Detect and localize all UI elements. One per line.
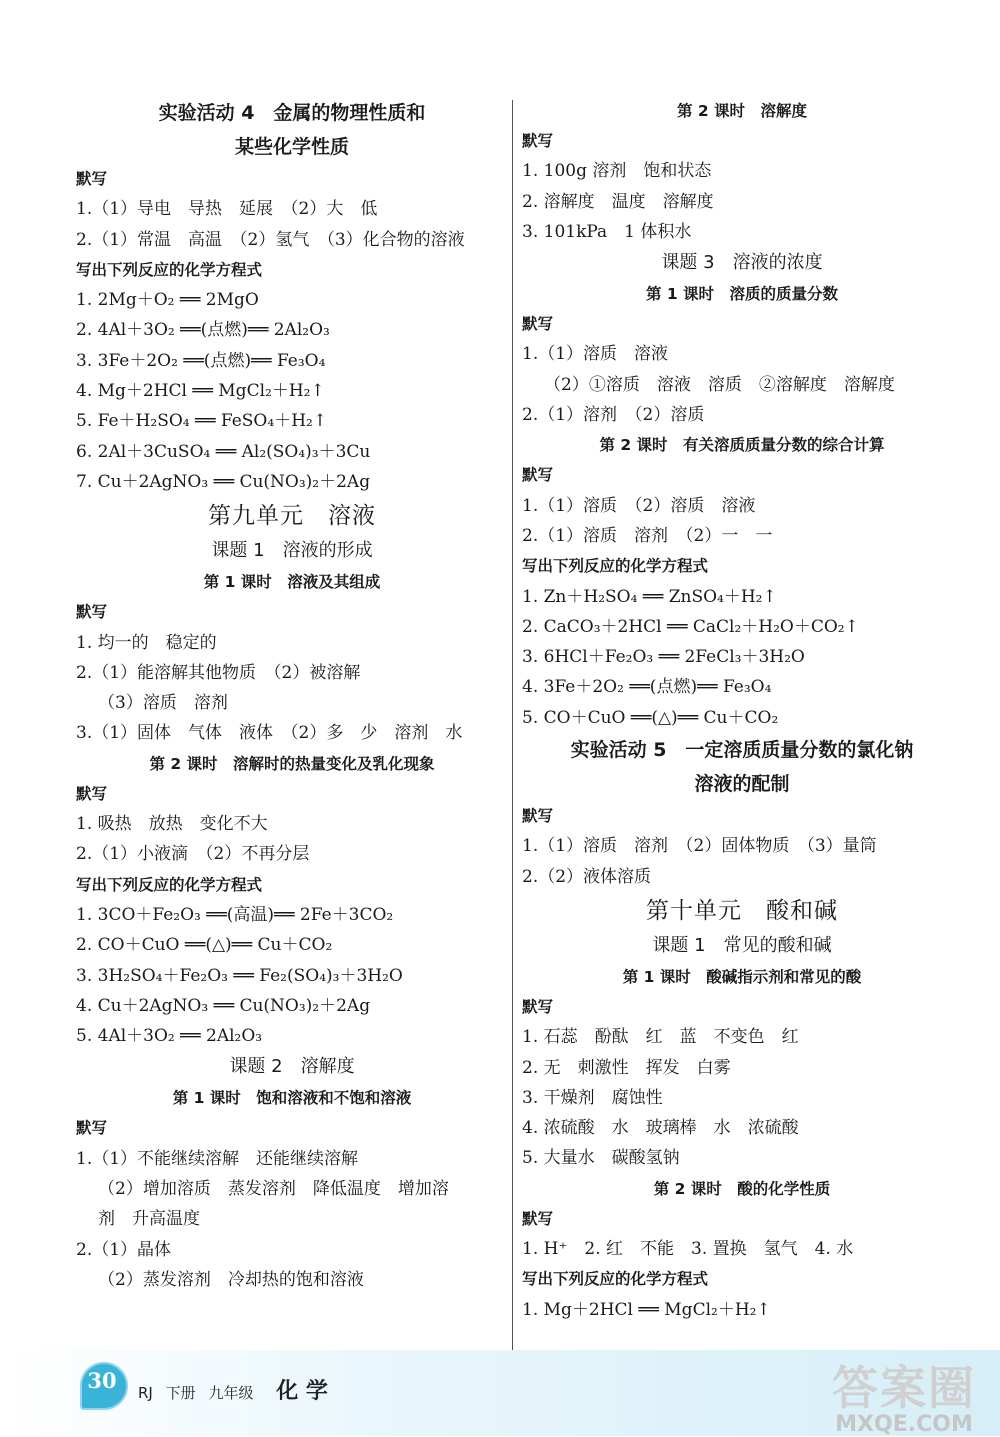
line-row: 1.（1）溶质 溶剂 （2）固体物质 （3）量筒: [522, 836, 877, 857]
line-row: 1.（1）不能继续溶解 还能继续溶解: [76, 1148, 359, 1169]
label-row: 默写: [76, 1119, 108, 1138]
indent-row: （2）①溶质 溶液 溶质 ②溶解度 溶解度: [544, 374, 895, 395]
line-row: 1.（1）溶质 （2）溶质 溶液: [522, 495, 756, 516]
session-row: 第 2 课时 有关溶质质量分数的综合计算: [599, 436, 885, 455]
label-row: 默写: [76, 170, 108, 188]
line-row: 4. Mg＋2HCl ══ MgCl₂＋H₂↑: [76, 381, 325, 402]
label-row: 写出下列反应的化学方程式: [522, 557, 709, 576]
page-number: 30: [87, 1368, 117, 1393]
line-row: 2.（1）溶质 溶剂 （2）一 一: [522, 525, 773, 546]
indent-row: 剂 升高温度: [98, 1209, 200, 1230]
line-row: 4. Cu＋2AgNO₃ ══ Cu(NO₃)₂＋2Ag: [76, 995, 371, 1016]
line-row: 2.（1）常温 高温 （2）氢气 （3）化合物的溶液: [76, 229, 465, 250]
line-row: 1. Zn＋H₂SO₄ ══ ZnSO₄＋H₂↑: [522, 586, 777, 607]
line-row: 2.（1）能溶解其他物质 （2）被溶解: [76, 662, 361, 683]
footer-volume: 下册: [165, 1384, 196, 1402]
footer-edition: RJ: [138, 1384, 153, 1402]
line-row: 5. 大量水 碳酸氢钠: [522, 1148, 680, 1169]
line-row: 2. 4Al＋3O₂ ══(点燃)══ 2Al₂O₃: [76, 320, 330, 341]
column-divider: [512, 100, 513, 1350]
line-row: 2. 无 刺激性 挥发 白雾: [522, 1057, 731, 1078]
session-row: 第 2 课时 溶解时的热量变化及乳化现象: [149, 754, 435, 773]
session-row: 第 2 课时 酸的化学性质: [653, 1179, 831, 1198]
unit-row: 第九单元 溶液: [208, 503, 376, 530]
line-row: 1. 100g 溶剂 饱和状态: [522, 161, 712, 182]
line-row: 5. 4Al＋3O₂ ══ 2Al₂O₃: [76, 1026, 263, 1047]
title-row: 溶液的配制: [694, 773, 790, 796]
title-row: 某些化学性质: [234, 136, 349, 158]
line-row: 1.（1）导电 导热 延展 （2）大 低: [76, 199, 378, 220]
line-row: 1.（1）溶质 溶液: [522, 344, 669, 365]
label-row: 默写: [522, 132, 554, 150]
title-row: 实验活动 4 金属的物理性质和: [158, 102, 426, 124]
unit-row: 第十单元 酸和碱: [646, 897, 838, 924]
line-row: 4. 3Fe＋2O₂ ══(点燃)══ Fe₃O₄: [522, 677, 772, 698]
label-row: 默写: [76, 603, 108, 622]
line-row: 7. Cu＋2AgNO₃ ══ Cu(NO₃)₂＋2Ag: [76, 471, 371, 492]
line-row: 3. 3Fe＋2O₂ ══(点燃)══ Fe₃O₄: [76, 350, 326, 371]
session-row: 第 1 课时 饱和溶液和不饱和溶液: [172, 1089, 412, 1108]
line-row: 4. 浓硫酸 水 玻璃棒 水 浓硫酸: [522, 1118, 799, 1139]
indent-row: （2）增加溶质 蒸发溶剂 降低温度 增加溶: [98, 1179, 449, 1200]
line-row: 2.（1）晶体: [76, 1239, 172, 1260]
label-row: 默写: [522, 807, 554, 826]
line-row: 3. 101kPa 1 体积水: [522, 221, 692, 242]
line-row: 3.（1）固体 气体 液体 （2）多 少 溶剂 水: [76, 723, 463, 744]
line-row: 2. CaCO₃＋2HCl ══ CaCl₂＋H₂O＋CO₂↑: [522, 616, 859, 637]
line-row: 5. CO＋CuO ══(△)══ Cu＋CO₂: [522, 707, 779, 728]
line-row: 1. Mg＋2HCl ══ MgCl₂＋H₂↑: [522, 1299, 771, 1320]
line-row: 1. 吸热 放热 变化不大: [76, 814, 268, 835]
watermark: [832, 1352, 976, 1437]
left-column: [76, 96, 508, 1295]
session-row: 第 1 课时 酸碱指示剂和常见的酸: [622, 967, 862, 986]
line-row: 1. 2Mg＋O₂ ══ 2MgO: [76, 290, 259, 311]
lesson-row: 课题 3 溶液的浓度: [661, 252, 823, 274]
line-row: 3. 干燥剂 腐蚀性: [522, 1087, 663, 1108]
line-row: 1. 3CO＋Fe₂O₃ ══(高温)══ 2Fe＋3CO₂: [76, 904, 394, 925]
line-row: 2.（1）溶剂 （2）溶质: [522, 405, 705, 426]
title-row: 实验活动 5 一定溶质质量分数的氯化钠: [570, 739, 914, 762]
label-row: 默写: [522, 466, 554, 485]
label-row: 默写: [522, 997, 554, 1016]
line-row: 2.（1）小液滴 （2）不再分层: [76, 844, 310, 865]
footer-grade: 九年级: [208, 1384, 254, 1402]
footer-info: [138, 1374, 336, 1405]
indent-row: （2）蒸发溶剂 冷却热的饱和溶液: [98, 1269, 364, 1290]
lesson-row: 课题 1 常见的酸和碱: [652, 934, 832, 956]
watermark-url: MXQE.COM: [835, 1412, 973, 1437]
footer-subject: 化 学: [276, 1379, 328, 1404]
label-row: 写出下列反应的化学方程式: [76, 875, 263, 894]
label-row: 写出下列反应的化学方程式: [76, 260, 263, 279]
session-row: 第 2 课时 溶解度: [676, 102, 808, 120]
session-row: 第 1 课时 溶质的质量分数: [645, 285, 839, 304]
label-row: 默写: [522, 1209, 554, 1228]
line-row: 6. 2Al＋3CuSO₄ ══ Al₂(SO₄)₃＋3Cu: [76, 441, 371, 462]
label-row: 默写: [522, 315, 554, 334]
line-row: 5. Fe＋H₂SO₄ ══ FeSO₄＋H₂↑: [76, 411, 328, 432]
right-column: [522, 96, 962, 1325]
label-row: 写出下列反应的化学方程式: [522, 1270, 709, 1289]
line-row: 3. 3H₂SO₄＋Fe₂O₃ ══ Fe₂(SO₄)₃＋3H₂O: [76, 965, 403, 986]
lesson-row: 课题 1 溶液的形成: [211, 540, 373, 562]
line-row: 1. 石蕊 酚酞 红 蓝 不变色 红: [522, 1027, 799, 1048]
line-row: 2. 溶解度 温度 溶解度: [522, 191, 714, 212]
line-row: 2.（2）液体溶质: [522, 866, 652, 887]
line-row: 3. 6HCl＋Fe₂O₃ ══ 2FeCl₃＋3H₂O: [522, 647, 805, 668]
indent-row: （3）溶质 溶剂: [98, 693, 228, 714]
watermark-text: 答案圈: [832, 1361, 976, 1415]
lesson-row: 课题 2 溶解度: [229, 1056, 355, 1078]
line-row: 2. CO＋CuO ══(△)══ Cu＋CO₂: [76, 935, 333, 956]
session-row: 第 1 课时 溶液及其组成: [203, 573, 381, 592]
label-row: 默写: [76, 784, 108, 803]
line-row: 1. 均一的 稳定的: [76, 632, 217, 653]
line-row: 1. H⁺ 2. 红 不能 3. 置换 氢气 4. 水: [522, 1239, 854, 1260]
